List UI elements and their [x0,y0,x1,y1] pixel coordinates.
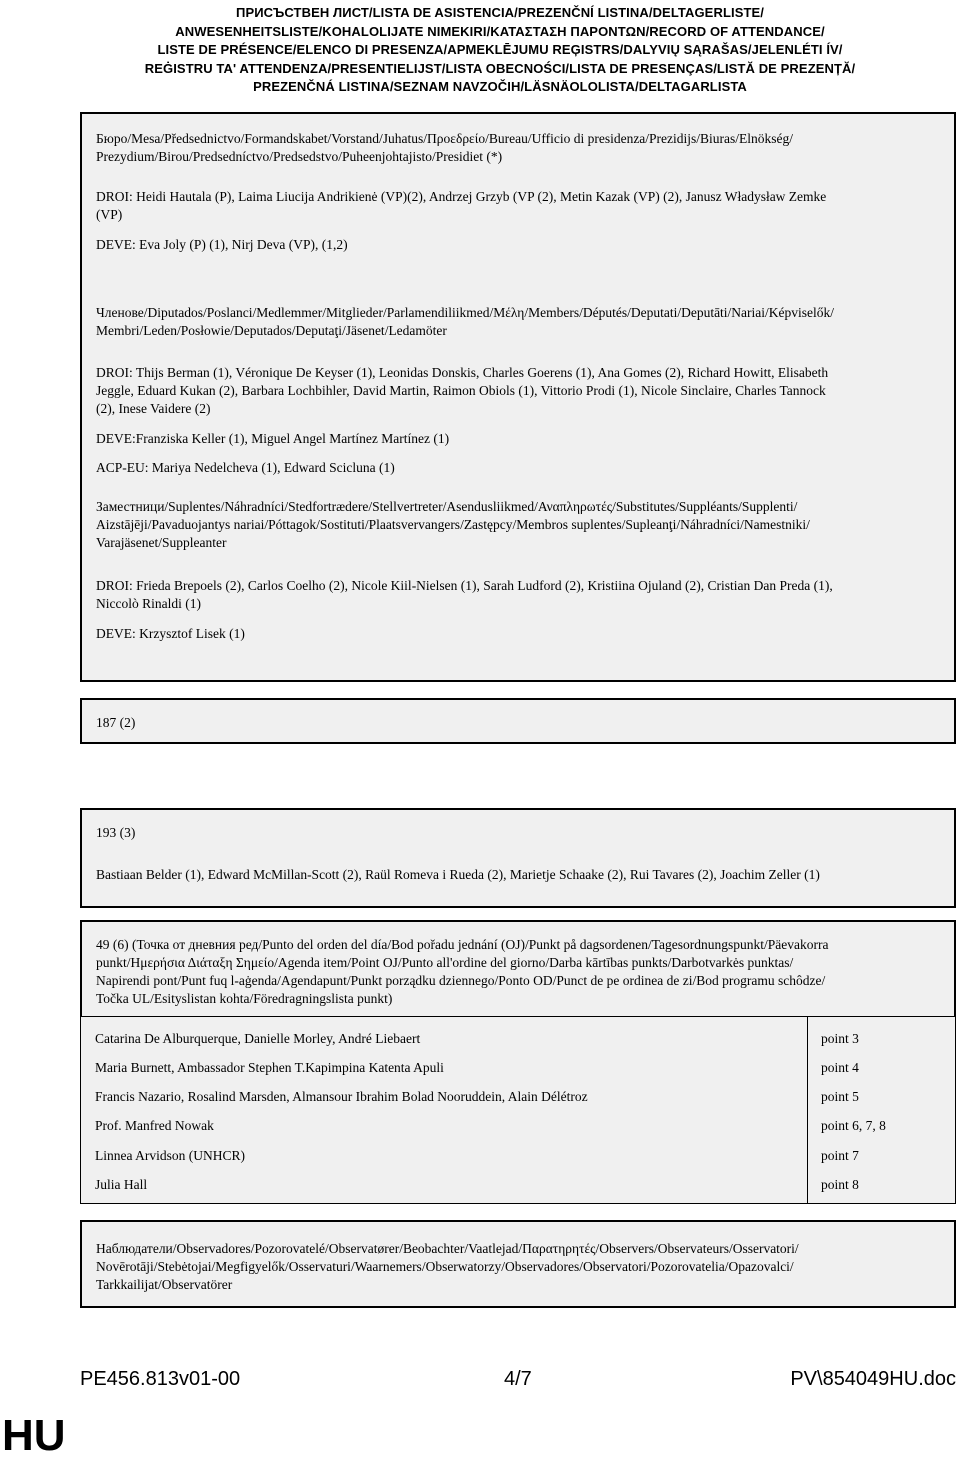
rule-187-box [80,698,956,744]
title-line: REĠISTRU TA' ATTENDENZA/PRESENTIELIJST/LISTA OBECNOŚCI/LISTA DE PRESENÇAS/LISTĂ DE PREZENȚĂ/ [144,60,856,76]
title-line: PREZENČNÁ LISTINA/SEZNAM NAVZOČIH/LÄSNÄOLOLISTA/DELTAGARLISTA [253,79,747,94]
table-row [81,1087,955,1107]
agenda-point: point 3 [821,1031,859,1046]
attendance-main-box [80,112,956,682]
attendance-title [60,4,940,97]
agenda-point: point 5 [821,1089,859,1104]
speaker-names: Linnea Arvidson (UNHCR) [95,1148,245,1163]
footer-filename: PV\854049HU.doc [790,1368,956,1390]
speaker-names: Francis Nazario, Rosalind Marsden, Almansour Ibrahim Bolad Nooruddein, Alain Délétroz [95,1089,588,1104]
table-row [81,1146,955,1166]
rule-193-names: Bastiaan Belder (1), Edward McMillan-Scott (2), Raül Romeva i Rueda (2), Marietje Schaake (2), Rui Tavares (2), Joachim Zeller (1) [96,867,820,882]
observers-heading: Наблюдатели/Observadores/Pozorovatelé/Observatører/Beobachter/Vaatlejad/Παρατηρητές/Observers/Observateurs/Osservatori/ Novērotāji/Stebėtojai/Megfigyelők/Osservaturi/Waarnemers/Obserwatorzy/Observadores/Observatori/Pozorovatelia/Opazovalci/ Tarkkailijat/Observatörer [96,1241,799,1292]
language-code: HU [2,1411,66,1460]
agenda-point: point 8 [821,1177,859,1192]
rule-193-label: 193 (3) [96,825,136,840]
observers-box [80,1220,956,1308]
title-line: ПРИСЪСТВЕН ЛИСТ/LISTA DE ASISTENCIA/PREZENČNÍ LISTINA/DELTAGERLISTE/ [236,5,764,20]
speaker-names: Maria Burnett, Ambassador Stephen T.Kapimpina Katenta Apuli [95,1060,444,1075]
members-heading: Членове/Diputados/Poslanci/Medlemmer/Mitglieder/Parlamendiliikmed/Μέλη/Members/Députés/Deputati/Deputāti/Nariai/Képviselők/ Membri/Leden/Posłowie/Deputados/Deputaţi/Jäsenet/Ledamöter [96,305,835,338]
substitutes-deve: DEVE: Krzysztof Lisek (1) [96,626,245,641]
table-row [81,1175,955,1195]
rule-193-box [80,808,956,908]
members-droi: DROI: Thijs Berman (1), Véronique De Keyser (1), Leonidas Donskis, Charles Goerens (1), Ana Gomes (2), Richard Howitt, Elisabeth Jeggle, Eduard Kukan (2), Barbara Lochbihler, David Martin, Raimon Obiols (1), Vittorio Prodi (1), Nicole Sinclaire, Charles Tannock (2), Inese Vaidere (2) [96,365,829,416]
footer-document-ref: PE456.813v01-00 [80,1368,241,1390]
members-acp: ACP-EU: Mariya Nedelcheva (1), Edward Scicluna (1) [96,460,395,475]
rule-49-box [80,920,956,1016]
rule-49-heading: 49 (6) (Точка от дневния ред/Punto del orden del día/Bod pořadu jednání (OJ)/Punkt på dagsordenen/Tagesordnungspunkt/Päevakorra punkt/Ημερήσια Διάταξη Σημείο/Agenda item/Point OJ/Punto all'ordine del giorno/Darba kārtības punkts/Darbotvarkės punktas/ Napirendi pont/Punt fuq l-aġenda/Agendapunt/Punkt porządku dziennego/Ponto OD/Punct de pe ordinea de zi/Bod programu schôdze/ Točka UL/Esityslistan kohta/Föredragningslista punkt) [96,937,829,1006]
substitutes-droi: DROI: Frieda Brepoels (2), Carlos Coelho (2), Nicole Kiil-Nielsen (1), Sarah Ludford (2), Kristiina Ojuland (2), Cristian Dan Preda (1), Niccolò Rinaldi (1) [96,578,833,611]
speaker-names: Catarina De Alburquerque, Danielle Morley, André Liebaert [95,1031,421,1046]
agenda-point: point 4 [821,1060,859,1075]
bureau-droi: DROI: Heidi Hautala (P), Laima Liucija Andrikienė (VP)(2), Andrzej Grzyb (VP (2), Metin Kazak (VP) (2), Janusz Władysław Zemke (VP) [96,189,827,222]
table-row [81,1116,955,1136]
bureau-heading: Бюро/Mesa/Předsednictvo/Formandskabet/Vorstand/Juhatus/Προεδρείο/Bureau/Ufficio di presidenza/Prezidijs/Biuras/Elnökség/ Prezydium/Birou/Predsedníctvo/Predsedstvo/Puheenjohtajisto/Presidiet (*) [96,131,794,164]
bureau-deve: DEVE: Eva Joly (P) (1), Nirj Deva (VP), (1,2) [96,237,348,252]
table-row [81,1029,955,1049]
table-row [81,1058,955,1078]
agenda-point: point 6, 7, 8 [821,1118,886,1133]
agenda-point: point 7 [821,1148,859,1163]
substitutes-heading: Заместници/Suplentes/Náhradníci/Stedfortrædere/Stellvertreter/Asendusliikmed/Αναπληρωτές/Substitutes/Suppléants/Supplenti/ Aizstājēji/Pavaduojantys nariai/Póttagok/Sostituti/Plaatsvervangers/Zastępcy/Membros suplentes/Supleanţi/Náhradníci/Namestniki/ Varajäsenet/Suppleanter [96,499,810,550]
title-line: LISTE DE PRÉSENCE/ELENCO DI PRESENZA/APMEKLĒJUMU REĢISTRS/DALYVIŲ SĄRAŠAS/JELENLÉTI ÍV/ [157,42,843,57]
members-deve: DEVE:Franziska Keller (1), Miguel Angel Martínez Martínez (1) [96,431,450,446]
rule-187-label: 187 (2) [96,715,136,730]
agenda-points-table [80,1016,956,1204]
title-line: ANWESENHEITSLISTE/KOHALOLIJATE NIMEKIRI/ΚΑΤΑΣΤΑΣΗ ΠΑΡΟΝΤΩΝ/RECORD OF ATTENDANCE/ [175,23,825,39]
speaker-names: Prof. Manfred Nowak [95,1118,214,1133]
footer-page-number: 4/7 [504,1368,532,1390]
speaker-names: Julia Hall [95,1177,148,1192]
